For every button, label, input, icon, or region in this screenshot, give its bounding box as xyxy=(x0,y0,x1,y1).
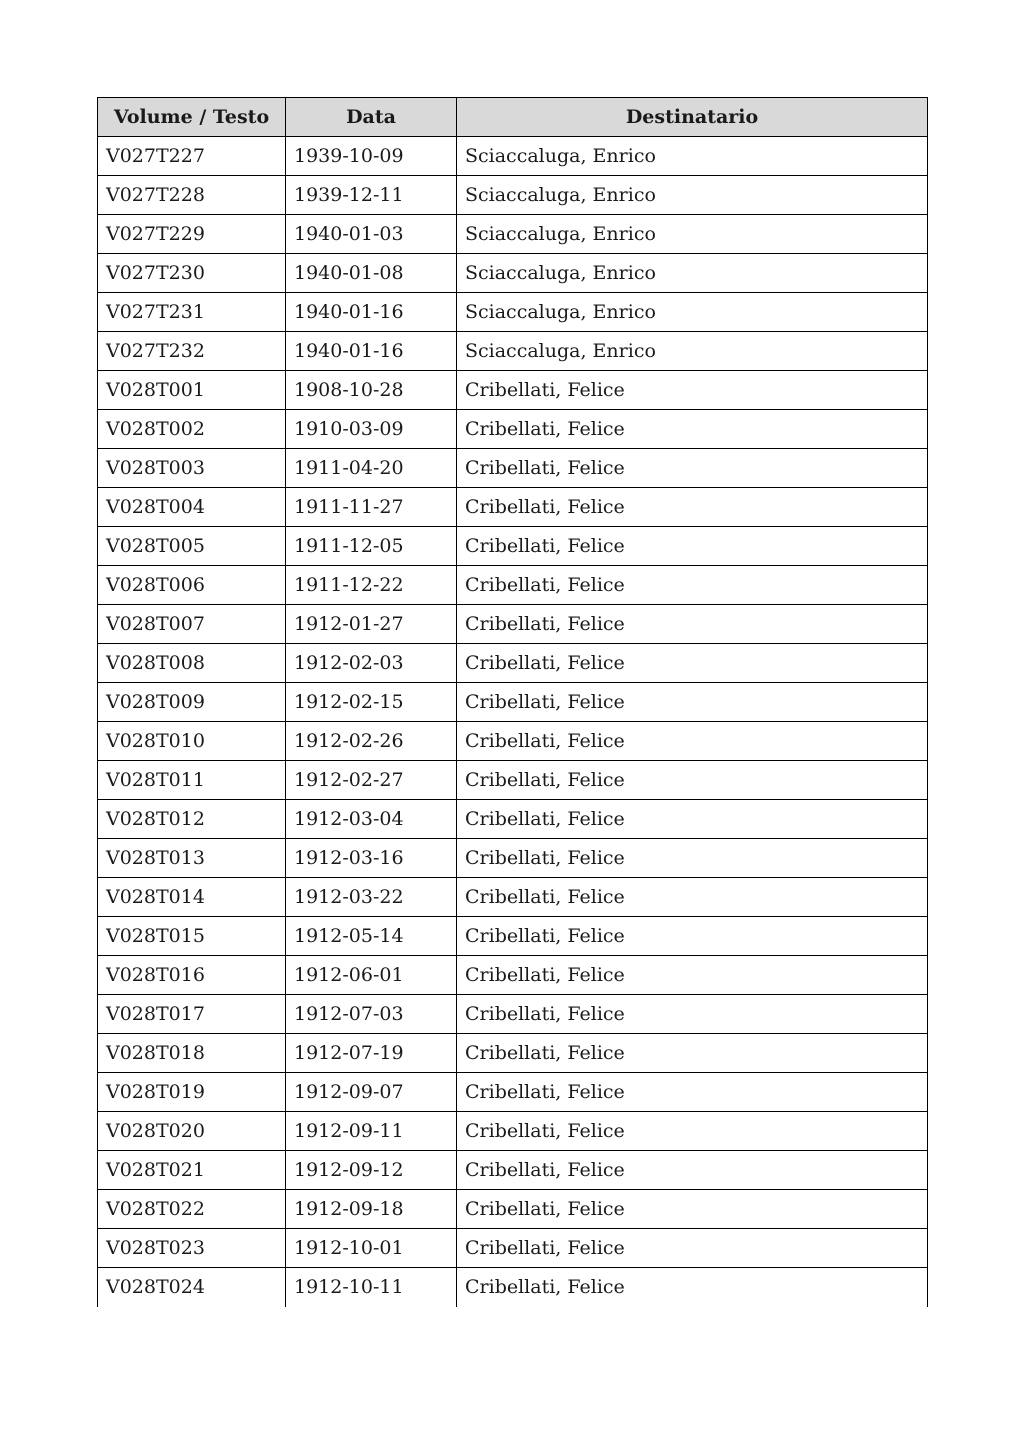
letters-table xyxy=(97,97,928,1307)
cell-destinatario: Cribellati, Felice xyxy=(457,488,928,527)
cell-data: 1912-10-11 xyxy=(286,1268,457,1307)
table-row xyxy=(98,137,928,176)
cell-destinatario: Cribellati, Felice xyxy=(457,956,928,995)
cell-data: 1939-10-09 xyxy=(286,137,457,176)
cell-data: 1912-03-04 xyxy=(286,800,457,839)
cell-data: 1911-12-22 xyxy=(286,566,457,605)
cell-data: 1939-12-11 xyxy=(286,176,457,215)
cell-volume-testo: V028T001 xyxy=(98,371,286,410)
cell-destinatario: Sciaccaluga, Enrico xyxy=(457,293,928,332)
document-page xyxy=(97,97,927,1307)
cell-data: 1912-09-11 xyxy=(286,1112,457,1151)
table-row xyxy=(98,644,928,683)
cell-volume-testo: V027T230 xyxy=(98,254,286,293)
cell-volume-testo: V028T015 xyxy=(98,917,286,956)
header-volume-testo: Volume / Testo xyxy=(98,98,286,137)
table-row xyxy=(98,215,928,254)
cell-destinatario: Cribellati, Felice xyxy=(457,1073,928,1112)
cell-volume-testo: V028T012 xyxy=(98,800,286,839)
cell-data: 1912-05-14 xyxy=(286,917,457,956)
table-row xyxy=(98,800,928,839)
cell-volume-testo: V028T004 xyxy=(98,488,286,527)
cell-volume-testo: V028T010 xyxy=(98,722,286,761)
cell-volume-testo: V028T020 xyxy=(98,1112,286,1151)
cell-destinatario: Cribellati, Felice xyxy=(457,527,928,566)
cell-data: 1912-10-01 xyxy=(286,1229,457,1268)
table-row xyxy=(98,488,928,527)
cell-destinatario: Cribellati, Felice xyxy=(457,1151,928,1190)
cell-data: 1912-02-26 xyxy=(286,722,457,761)
cell-destinatario: Cribellati, Felice xyxy=(457,683,928,722)
cell-volume-testo: V028T005 xyxy=(98,527,286,566)
table-row xyxy=(98,527,928,566)
cell-destinatario: Cribellati, Felice xyxy=(457,566,928,605)
cell-destinatario: Cribellati, Felice xyxy=(457,449,928,488)
cell-volume-testo: V028T017 xyxy=(98,995,286,1034)
table-row xyxy=(98,839,928,878)
cell-data: 1940-01-08 xyxy=(286,254,457,293)
cell-data: 1912-02-27 xyxy=(286,761,457,800)
cell-data: 1912-07-19 xyxy=(286,1034,457,1073)
cell-data: 1912-07-03 xyxy=(286,995,457,1034)
cell-destinatario: Cribellati, Felice xyxy=(457,1268,928,1307)
cell-data: 1912-09-12 xyxy=(286,1151,457,1190)
cell-destinatario: Cribellati, Felice xyxy=(457,1190,928,1229)
cell-destinatario: Cribellati, Felice xyxy=(457,722,928,761)
cell-data: 1911-12-05 xyxy=(286,527,457,566)
cell-volume-testo: V028T008 xyxy=(98,644,286,683)
cell-volume-testo: V027T229 xyxy=(98,215,286,254)
cell-volume-testo: V028T016 xyxy=(98,956,286,995)
cell-volume-testo: V028T002 xyxy=(98,410,286,449)
cell-destinatario: Cribellati, Felice xyxy=(457,371,928,410)
cell-volume-testo: V028T009 xyxy=(98,683,286,722)
cell-data: 1912-03-22 xyxy=(286,878,457,917)
cell-destinatario: Sciaccaluga, Enrico xyxy=(457,176,928,215)
cell-destinatario: Cribellati, Felice xyxy=(457,878,928,917)
cell-data: 1912-09-07 xyxy=(286,1073,457,1112)
cell-volume-testo: V028T007 xyxy=(98,605,286,644)
cell-data: 1940-01-16 xyxy=(286,332,457,371)
header-destinatario: Destinatario xyxy=(457,98,928,137)
table-row xyxy=(98,332,928,371)
cell-data: 1912-02-15 xyxy=(286,683,457,722)
cell-destinatario: Cribellati, Felice xyxy=(457,410,928,449)
table-row xyxy=(98,1034,928,1073)
cell-destinatario: Cribellati, Felice xyxy=(457,995,928,1034)
cell-volume-testo: V028T021 xyxy=(98,1151,286,1190)
table-row xyxy=(98,1073,928,1112)
cell-destinatario: Cribellati, Felice xyxy=(457,605,928,644)
cell-data: 1908-10-28 xyxy=(286,371,457,410)
cell-destinatario: Cribellati, Felice xyxy=(457,1034,928,1073)
cell-volume-testo: V028T022 xyxy=(98,1190,286,1229)
cell-data: 1912-09-18 xyxy=(286,1190,457,1229)
table-row xyxy=(98,371,928,410)
table-row xyxy=(98,1112,928,1151)
table-row xyxy=(98,761,928,800)
table-row xyxy=(98,683,928,722)
cell-volume-testo: V028T006 xyxy=(98,566,286,605)
cell-destinatario: Cribellati, Felice xyxy=(457,839,928,878)
table-row xyxy=(98,449,928,488)
table-row xyxy=(98,956,928,995)
cell-data: 1912-03-16 xyxy=(286,839,457,878)
table-row xyxy=(98,878,928,917)
table-row xyxy=(98,410,928,449)
table-row xyxy=(98,293,928,332)
cell-volume-testo: V028T014 xyxy=(98,878,286,917)
table-row xyxy=(98,917,928,956)
table-row xyxy=(98,566,928,605)
table-row xyxy=(98,722,928,761)
cell-volume-testo: V028T003 xyxy=(98,449,286,488)
cell-destinatario: Sciaccaluga, Enrico xyxy=(457,215,928,254)
table-row xyxy=(98,1229,928,1268)
cell-destinatario: Sciaccaluga, Enrico xyxy=(457,332,928,371)
cell-data: 1911-11-27 xyxy=(286,488,457,527)
table-row xyxy=(98,176,928,215)
table-row xyxy=(98,254,928,293)
cell-data: 1912-02-03 xyxy=(286,644,457,683)
cell-volume-testo: V028T024 xyxy=(98,1268,286,1307)
cell-destinatario: Cribellati, Felice xyxy=(457,644,928,683)
cell-destinatario: Cribellati, Felice xyxy=(457,917,928,956)
table-row xyxy=(98,1151,928,1190)
cell-volume-testo: V028T023 xyxy=(98,1229,286,1268)
header-data: Data xyxy=(286,98,457,137)
cell-data: 1910-03-09 xyxy=(286,410,457,449)
cell-destinatario: Sciaccaluga, Enrico xyxy=(457,254,928,293)
cell-data: 1940-01-03 xyxy=(286,215,457,254)
cell-data: 1911-04-20 xyxy=(286,449,457,488)
table-row xyxy=(98,1268,928,1307)
cell-destinatario: Cribellati, Felice xyxy=(457,1229,928,1268)
cell-data: 1940-01-16 xyxy=(286,293,457,332)
cell-volume-testo: V027T231 xyxy=(98,293,286,332)
cell-volume-testo: V027T232 xyxy=(98,332,286,371)
cell-data: 1912-01-27 xyxy=(286,605,457,644)
cell-volume-testo: V027T228 xyxy=(98,176,286,215)
cell-destinatario: Cribellati, Felice xyxy=(457,800,928,839)
cell-data: 1912-06-01 xyxy=(286,956,457,995)
cell-volume-testo: V027T227 xyxy=(98,137,286,176)
cell-destinatario: Cribellati, Felice xyxy=(457,761,928,800)
cell-volume-testo: V028T018 xyxy=(98,1034,286,1073)
cell-destinatario: Cribellati, Felice xyxy=(457,1112,928,1151)
cell-volume-testo: V028T019 xyxy=(98,1073,286,1112)
cell-destinatario: Sciaccaluga, Enrico xyxy=(457,137,928,176)
cell-volume-testo: V028T013 xyxy=(98,839,286,878)
table-row xyxy=(98,605,928,644)
table-header-row xyxy=(98,98,928,137)
table-body xyxy=(98,137,928,1307)
table-row xyxy=(98,995,928,1034)
table-row xyxy=(98,1190,928,1229)
cell-volume-testo: V028T011 xyxy=(98,761,286,800)
